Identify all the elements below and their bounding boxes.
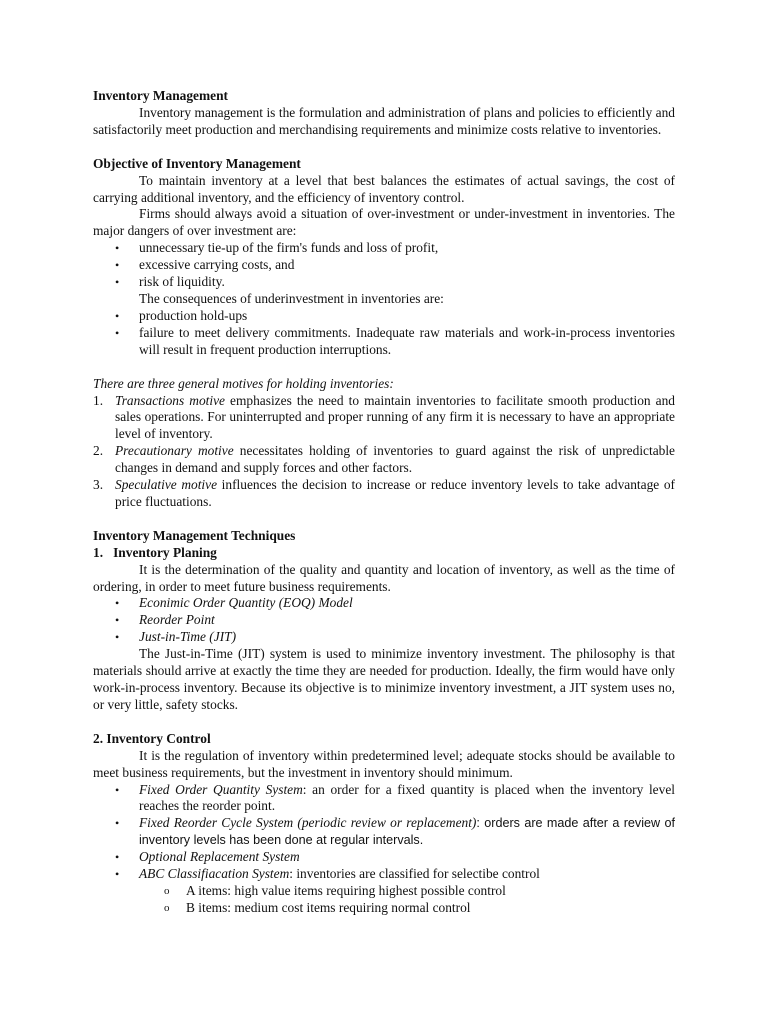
list-item: • production hold-ups	[115, 307, 248, 323]
list-item: 3. Speculative motive influences the decision to increase or reduce inventory levels to take advantage of price fluctuations.	[93, 477, 676, 509]
bullet-icon: •	[115, 630, 120, 645]
list-item: • Optional Replacement System	[115, 849, 300, 865]
overinvestment-paragraph: Firms should always avoid a situation of over-investment or under-investment in inventories. The major dangers of over investment are:	[93, 206, 675, 239]
bullet-icon: •	[115, 258, 120, 273]
jit-paragraph: The Just-in-Time (JIT) system is used to minimize inventory investment. The philosophy is that materials should arrive at exactly the time they are needed for production. Ideally, the firm would have only work-in-process inventory. Because its objective is to minimize inventory investment, a JIT system uses no, or very little, safety stocks.	[93, 646, 675, 712]
bullet-icon: •	[115, 782, 120, 797]
motives-list	[93, 393, 675, 511]
planing-list	[93, 595, 675, 646]
list-item: • unnecessary tie-up of the firm's funds and loss of profit,	[115, 240, 439, 256]
list-item: • Reorder Point	[115, 612, 215, 628]
list-item: o B items: medium cost items requiring normal control	[164, 899, 471, 915]
list-item: • Fixed Order Quantity System: an order for a fixed quantity is placed when the inventory level reaches the reorder point.	[115, 781, 675, 814]
list-item: • ABC Classifiacation System: inventories are classified for selectibe control	[115, 866, 540, 882]
bullet-icon: •	[115, 308, 120, 323]
control-list	[93, 782, 675, 883]
bullet-icon: •	[115, 613, 120, 628]
document-page	[93, 88, 675, 917]
heading-objective: Objective of Inventory Management	[93, 155, 301, 171]
heading-inventory-control: 2. Inventory Control	[93, 730, 211, 746]
circle-bullet-icon: o	[164, 884, 170, 897]
list-item: 2. Precautionary motive necessitates holding of inventories to guard against the risk of unpredictable changes in demand and supply forces and other factors.	[93, 443, 675, 476]
definition-paragraph: Inventory management is the formulation and administration of plans and policies to efficiently and satisfactorily meet production and merchandising requirements and minimize costs relative to inventories.	[93, 104, 675, 137]
list-item: • risk of liquidity.	[115, 274, 225, 290]
list-item: • failure to meet delivery commitments. Inadequate raw materials and work-in-process inventories will result in frequent production interruptions.	[115, 324, 675, 357]
list-item: • Just-in-Time (JIT)	[115, 629, 237, 645]
bullet-icon: •	[115, 241, 120, 256]
bullet-icon: •	[115, 325, 120, 340]
motives-intro: There are three general motives for holding inventories:	[93, 375, 394, 391]
control-paragraph: It is the regulation of inventory within predetermined level; adequate stocks should be available to meet business requirements, but the investment in inventory should minimum.	[93, 747, 675, 780]
dangers-list	[93, 240, 675, 291]
list-item: • Econimic Order Quantity (EOQ) Model	[115, 595, 353, 611]
list-item: • excessive carrying costs, and	[115, 257, 295, 273]
bullet-icon: •	[115, 850, 120, 865]
heading-techniques: Inventory Management Techniques	[93, 527, 296, 543]
bullet-icon: •	[115, 596, 120, 611]
planing-paragraph: It is the determination of the quality and quantity and location of inventory, as well as the time of ordering, in order to meet future business requirements.	[93, 561, 675, 594]
list-item: 1. Transactions motive emphasizes the need to maintain inventories to facilitate smooth production and sales operations. For uninterrupted and proper running of any firm it is necessary to have an appropriate level of inventory.	[93, 392, 675, 442]
consequences-list	[93, 308, 675, 359]
heading-inventory-management: Inventory Management	[93, 88, 229, 103]
heading-inventory-planing: 1. Inventory Planing	[93, 544, 217, 560]
underinvestment-intro: The consequences of underinvestment in inventories are:	[139, 290, 444, 306]
list-item: o A items: high value items requiring highest possible control	[164, 882, 506, 898]
abc-sublist	[93, 883, 675, 917]
circle-bullet-icon: o	[164, 901, 170, 914]
bullet-icon: •	[115, 816, 120, 831]
bullet-icon: •	[115, 867, 120, 882]
list-item: • Fixed Reorder Cycle System (periodic review or replacement): orders are made after a review of inventory levels has been done at regular intervals.	[115, 815, 675, 848]
bullet-icon: •	[115, 275, 120, 290]
objective-paragraph: To maintain inventory at a level that best balances the estimates of actual savings, the cost of carrying additional inventory, and the efficiency of inventory control.	[93, 172, 675, 205]
